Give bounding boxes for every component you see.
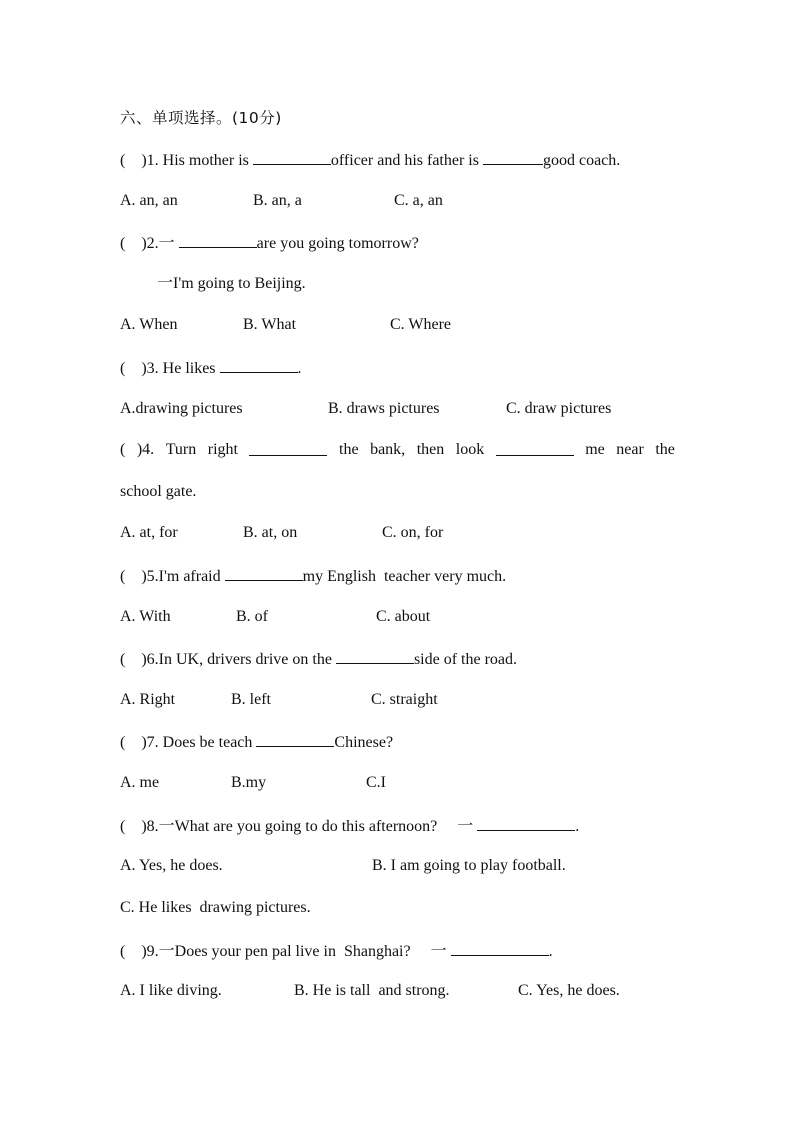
option-a: A. When: [120, 316, 178, 333]
answer-blank: [225, 565, 303, 581]
question-7: [120, 731, 393, 753]
question-3: [120, 357, 302, 379]
option-c: C. He likes drawing pictures.: [120, 899, 311, 916]
option-c: C. about: [376, 608, 431, 625]
option-b: B. left: [231, 691, 271, 708]
question-4-word: (: [120, 441, 126, 458]
question-9: [120, 940, 553, 962]
option-c: C. straight: [371, 691, 438, 708]
question-2: [120, 232, 419, 254]
answer-blank: [253, 149, 331, 165]
question-4-word: bank,: [370, 441, 406, 458]
question-1-stem-b: officer and his father is: [330, 152, 483, 169]
question-4-word: then: [416, 441, 445, 458]
question-5-stem-a: ( )5.I'm afraid: [120, 568, 225, 585]
answer-blank: [336, 648, 414, 664]
answer-blank: [249, 440, 327, 456]
question-4-continuation: school gate.: [120, 483, 197, 500]
option-c: C. Yes, he does.: [518, 982, 620, 999]
question-1-stem-a: ( )1. His mother is: [120, 152, 253, 169]
question-4: [120, 440, 675, 460]
option-c: C. draw pictures: [506, 400, 612, 417]
question-6-stem-b: side of the road.: [413, 651, 518, 668]
option-a: A. With: [120, 608, 171, 625]
question-2-stem-a: ( )2.一: [120, 235, 179, 252]
question-7-stem-b: Chinese?: [334, 734, 394, 751]
option-b: B. draws pictures: [328, 400, 440, 417]
option-a: A. Yes, he does.: [120, 857, 223, 874]
question-7-stem-a: ( )7. Does be teach: [120, 734, 257, 751]
question-4-word: the: [339, 441, 359, 458]
section-heading: 六、单项选择。(10分): [120, 109, 282, 127]
question-4-word: near: [616, 441, 644, 458]
question-4-word: me: [585, 441, 605, 458]
option-b: B. at, on: [243, 524, 298, 541]
option-b: B. What: [243, 316, 297, 333]
answer-blank: [483, 149, 543, 165]
question-6-stem-a: ( )6.In UK, drivers drive on the: [120, 651, 336, 668]
answer-blank: [451, 940, 549, 956]
answer-blank: [256, 731, 334, 747]
option-b: B. an, a: [253, 192, 302, 209]
question-4-word: look: [455, 441, 485, 458]
question-4-word: )4.: [136, 441, 155, 458]
option-a: A. I like diving.: [120, 982, 222, 999]
question-1-stem-c: good coach.: [542, 152, 621, 169]
option-b: B. I am going to play football.: [372, 857, 566, 874]
option-b: B.my: [231, 774, 267, 791]
question-3-stem-b: .: [297, 360, 302, 377]
question-4-word: right: [207, 441, 238, 458]
question-5: [120, 565, 506, 587]
question-1: [120, 149, 620, 171]
question-9-stem-a: ( )9.一Does your pen pal live in Shanghai? 一: [120, 943, 451, 960]
option-a: A. Right: [120, 691, 176, 708]
option-a: A. me: [120, 774, 160, 791]
option-c: C.I: [366, 774, 386, 791]
option-c: C. on, for: [382, 524, 444, 541]
answer-blank: [477, 815, 575, 831]
question-2-reply: 一I'm going to Beijing.: [157, 275, 306, 292]
question-5-stem-b: my English teacher very much.: [302, 568, 507, 585]
option-a: A. an, an: [120, 192, 178, 209]
option-b: B. of: [236, 608, 268, 625]
option-c: C. Where: [390, 316, 452, 333]
question-6: [120, 648, 517, 670]
question-4-word: the: [655, 441, 675, 458]
option-a: A. at, for: [120, 524, 178, 541]
option-c: C. a, an: [394, 192, 443, 209]
question-4-word: Turn: [165, 441, 197, 458]
answer-blank: [220, 357, 298, 373]
answer-blank: [496, 440, 574, 456]
question-2-stem-b: are you going tomorrow?: [256, 235, 419, 252]
question-8-stem-b: .: [575, 818, 580, 835]
question-3-stem-a: ( )3. He likes: [120, 360, 220, 377]
question-9-stem-b: .: [548, 943, 553, 960]
option-b: B. He is tall and strong.: [294, 982, 450, 999]
option-a: A.drawing pictures: [120, 400, 243, 417]
answer-blank: [179, 232, 257, 248]
question-8-stem-a: ( )8.一What are you going to do this afternoon? 一: [120, 818, 478, 835]
question-8: [120, 815, 579, 837]
